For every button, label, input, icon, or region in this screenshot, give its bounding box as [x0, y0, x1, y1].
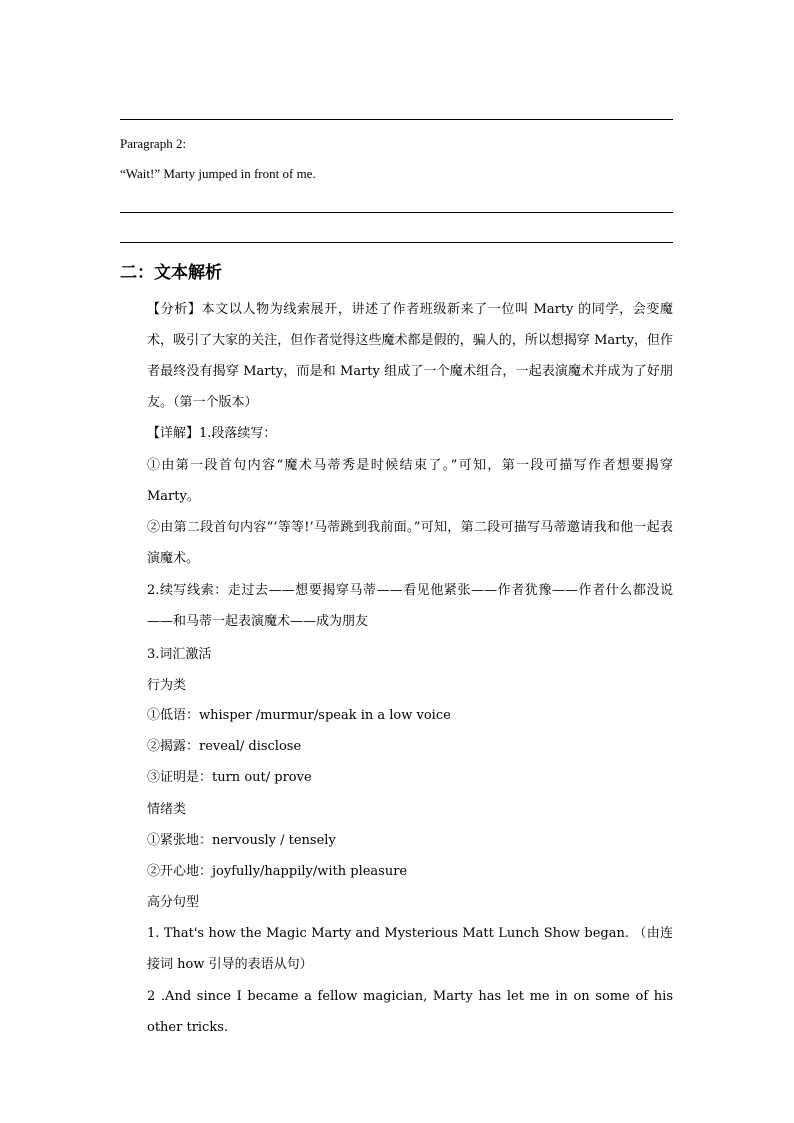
sentence-1-text: 1. That's how the Magic Marty and Mysterious Matt Lunch Show began. （由连接词 how 引导的表语从句） — [147, 926, 673, 972]
behavior-item: ②揭露：reveal/ disclose — [147, 739, 302, 754]
details-title: 【详解】1.段落续写： — [147, 426, 277, 441]
paragraph2-label: Paragraph 2: — [120, 136, 187, 151]
behavior-title: 行为类 — [147, 678, 187, 693]
answer-line-top — [120, 119, 673, 120]
analysis-paragraph — [120, 294, 673, 418]
clue-text: 2.续写线索：走过去——想要揭穿马蒂——看见他紧张——作者犹豫——作者什么都没说——和马蒂一起表演魔术——成为朋友 — [147, 583, 673, 629]
behavior-item: ①低语：whisper /murmur/speak in a low voice — [147, 708, 451, 723]
detail-2-text: ②由第二段首句内容“‘等等!’马蒂跳到我前面。”可知，第二段可描写马蒂邀请我和他一起表演魔术。 — [147, 520, 673, 566]
sentence-title: 高分句型 — [147, 895, 200, 910]
emotion-title: 情绪类 — [147, 802, 187, 817]
section-title: 二：文本解析 — [120, 263, 222, 283]
answer-line-1 — [120, 212, 673, 213]
behavior-item: ③证明是：turn out/ prove — [147, 770, 312, 785]
sentence-2-text: 2 .And since I became a fellow magician, Marty has let me in on some of his other tricks. — [147, 989, 673, 1035]
emotion-item: ①紧张地：nervously / tensely — [147, 833, 336, 848]
clue-paragraph — [120, 575, 673, 637]
paragraph2-start: “Wait!” Marty jumped in front of me. — [120, 166, 316, 181]
detail-1-paragraph — [120, 450, 673, 512]
detail-1-text: ①由第一段首句内容“魔术马蒂秀是时候结束了。”可知，第一段可描写作者想要揭穿 Marty。 — [147, 458, 673, 504]
sentence-2-paragraph — [120, 981, 673, 1043]
emotion-item: ②开心地：joyfully/happily/with pleasure — [147, 864, 408, 879]
sentence-1-paragraph — [120, 918, 673, 980]
analysis-text: 【分析】本文以人物为线索展开，讲述了作者班级新来了一位叫 Marty 的同学，会变魔术，吸引了大家的关注，但作者觉得这些魔术都是假的，骗人的，所以想揭穿 Marty，但作者最终没有揭穿 Marty，而是和 Marty 组成了一个魔术组合，一起表演魔术并成为了好朋友。（第一个版本） — [147, 302, 673, 410]
vocab-title: 3.词汇激活 — [147, 647, 212, 662]
answer-line-2 — [120, 242, 673, 243]
detail-2-paragraph — [120, 512, 673, 574]
